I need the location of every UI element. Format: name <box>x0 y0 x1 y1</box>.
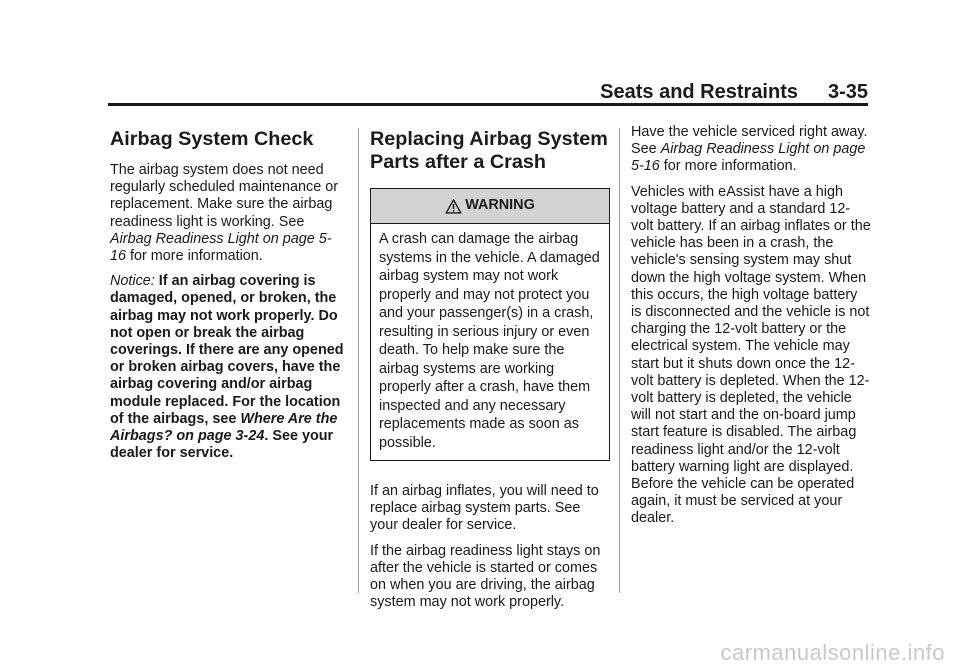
warning-text: A crash can damage the airbag systems in the vehicle. A damaged airbag system may not work properly and may not protect you and your passenger(s) in a crash, resulting in serious injury or even death. To help make sure the airbag systems are working properly after a crash, have them inspected and any necessary replacements made as soon as possible. <box>379 231 600 451</box>
airbag-system-check-heading: Airbag System Check <box>110 128 314 150</box>
airbag-check-paragraph: The airbag system does not need regularly scheduled maintenance or replacement. Make sure the airbag readiness light is working. See Airbag Readiness Light on page 5-16 for more information. <box>110 162 338 265</box>
column-divider-1 <box>358 128 359 593</box>
readiness-light-reference: Airbag Readiness Light on page 5-16 <box>631 141 866 175</box>
airbag-inflates-paragraph: If an airbag inflates, you will need to replace airbag system parts. See your dealer for service. <box>370 483 599 534</box>
eassist-paragraph: Vehicles with eAssist have a high voltage battery and a standard 12-volt battery. If an airbag inflates or the vehicle has been in a crash, the vehicle's sensing system may shut down the high voltage system. When this occurs, the high voltage battery is disconnected and the vehicle is not charging the 12-volt battery or the electrical system. The vehicle may start but it shuts down once the 12-volt battery is depleted. When the 12-volt battery is depleted, the vehicle will not start and the on-board jump start feature is disabled. The airbag readiness light and/or the 12-volt battery warning light are displayed. Before the vehicle can be operated again, it must be serviced at your dealer. <box>631 183 871 527</box>
service-vehicle-paragraph: Have the vehicle serviced right away. See Airbag Readiness Light on page 5-16 for more information. <box>631 124 868 175</box>
readiness-light-stays-on-paragraph: If the airbag readiness light stays on after the vehicle is started or comes on when you are driving, the airbag system may not work properly. <box>370 542 601 611</box>
warning-triangle-icon <box>445 198 462 215</box>
notice-label: Notice: <box>110 273 155 290</box>
column-divider-2 <box>619 128 620 593</box>
replacing-airbag-parts-heading: Replacing Airbag System Parts after a Crash <box>370 128 608 173</box>
warning-box <box>370 188 610 461</box>
readiness-light-reference: Airbag Readiness Light on page 5-16 <box>110 230 332 265</box>
airbag-location-reference: Where Are the Airbags? on page 3-24 <box>110 410 338 445</box>
page-number: 3-35 <box>827 81 868 103</box>
notice-paragraph: Notice: If an airbag covering is damaged, opened, or broken, the airbag may not work properly. Do not open or break the airbag coverings. If there are any opened or broken airbag covers, have the airbag covering and/or airbag module replaced. For the location of the airbags, see Where Are the Airbags? on page 3-24. See your dealer for service. <box>110 273 344 462</box>
warning-label: WARNING <box>465 197 535 214</box>
watermark: carmanualsonline.info <box>720 640 945 665</box>
column-1 <box>110 124 346 470</box>
section-title: Seats and Restraints <box>600 81 798 103</box>
column-3 <box>631 124 871 536</box>
warning-header <box>371 189 609 224</box>
header-rule <box>108 103 868 106</box>
column-2 <box>370 124 610 619</box>
